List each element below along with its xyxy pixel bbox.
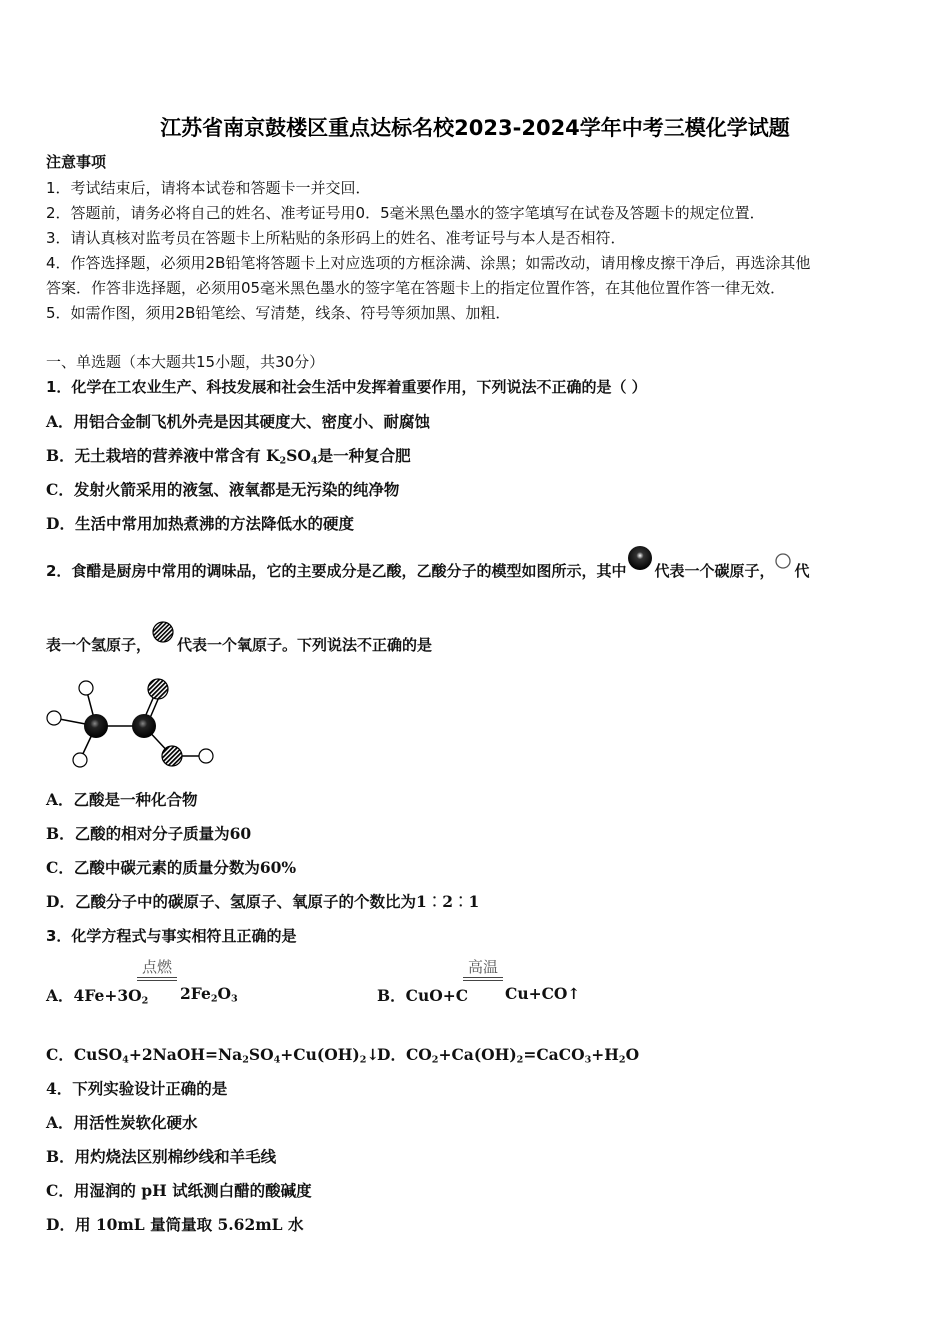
q3-stem: 3．化学方程式与事实相符且正确的是 — [46, 927, 297, 945]
option-label: C． — [46, 1045, 74, 1064]
note-item-2: 2．答题前，请务必将自己的姓名、准考证号用0．5毫米黑色墨水的签字笔填写在试卷及答题卡的规定位置． — [46, 204, 765, 222]
equation-text: ↓ — [366, 1045, 380, 1064]
subscript: 2 — [141, 995, 149, 1007]
double-line-icon — [137, 977, 177, 981]
q2-stem-text: 代 — [794, 562, 810, 580]
q1-stem: 1．化学在工农业生产、科技发展和社会生活中发挥着重要作用，下列说法不正确的是（ ） — [46, 378, 647, 396]
q4-option-a: A．用活性炭软化硬水 — [46, 1113, 198, 1132]
q4-option-c: C．用湿润的 pH 试纸测白醋的酸碱度 — [46, 1181, 312, 1200]
subscript: 2 — [279, 455, 287, 467]
option-label: B． — [377, 986, 406, 1005]
q3-option-c — [46, 1043, 379, 1065]
condition-text: 点燃 — [141, 958, 172, 976]
q2-stem-line1 — [46, 560, 809, 582]
q2-option-d: D．乙酸分子中的碳原子、氢原子、氧原子的个数比为1︰2︰1 — [46, 892, 480, 911]
subscript: 2 — [210, 993, 218, 1005]
q4-stem: 4．下列实验设计正确的是 — [46, 1079, 228, 1098]
equation-text: O — [217, 984, 232, 1003]
equation-text: CuSO — [73, 1045, 123, 1064]
subscript: 2 — [618, 1054, 626, 1066]
q1-option-b-text: 是一种复合肥 — [317, 446, 411, 465]
equation-text: +H — [591, 1045, 619, 1064]
subscript: 3 — [231, 993, 238, 1005]
equation-text: +2NaOH=Na — [128, 1045, 243, 1064]
subscript: 2 — [516, 1054, 524, 1066]
q3-option-a — [46, 984, 148, 1006]
note-item-4-cont: 答案．作答非选择题，必须用05毫米黑色墨水的签字笔在答题卡上的指定位置作答，在其他位置作答一律无效． — [46, 279, 786, 297]
section-heading: 一、单选题（本大题共15小题，共30分） — [46, 353, 325, 371]
subscript: 4 — [310, 455, 318, 467]
reaction-condition-high-temp — [463, 958, 503, 981]
q3-option-a-product — [180, 984, 238, 1003]
note-item-1: 1．考试结束后，请将本试卷和答题卡一并交回． — [46, 179, 371, 197]
equation-text: O — [625, 1045, 640, 1064]
subscript: 2 — [242, 1054, 249, 1066]
q3-option-b-product: Cu+CO↑ — [505, 984, 581, 1003]
equation-text: SO — [248, 1045, 274, 1064]
note-item-4: 4．作答选择题，必须用2B铅笔将答题卡上对应选项的方框涂满、涂黑；如需改动，请用橡皮擦干净后，再选涂其他 — [46, 254, 811, 272]
subscript: 2 — [431, 1054, 439, 1066]
q2-stem-text: 代表一个碳原子， — [654, 562, 775, 580]
q2-option-c: C．乙酸中碳元素的质量分数为60% — [46, 858, 297, 877]
equation-text: CuO+C — [405, 986, 469, 1005]
q2-stem-text: 代表一个氧原子。下列说法不正确的是 — [177, 636, 433, 654]
equation-text: 2Fe — [180, 984, 211, 1003]
q4-option-b: B．用灼烧法区别棉纱线和羊毛线 — [46, 1147, 277, 1166]
q2-stem-line2 — [46, 634, 432, 656]
hydrogen-atom-icon — [774, 562, 794, 582]
condition-text: 高温 — [467, 958, 498, 976]
option-label: D． — [377, 1045, 406, 1064]
q2-stem-text: 2．食醋是厨房中常用的调味品，它的主要成分是乙酸，乙酸分子的模型如图所示，其中 — [46, 562, 627, 580]
q3-option-d — [377, 1043, 639, 1065]
q1-option-c: C．发射火箭采用的液氢、液氧都是无污染的纯净物 — [46, 480, 400, 499]
q1-option-b-text: B．无土栽培的营养液中常含有 K — [46, 446, 280, 465]
subscript: 3 — [584, 1054, 592, 1066]
q2-option-b: B．乙酸的相对分子质量为60 — [46, 824, 252, 843]
q2-option-a: A．乙酸是一种化合物 — [46, 790, 198, 809]
q1-option-a: A．用铝合金制飞机外壳是因其硬度大、密度小、耐腐蚀 — [46, 412, 431, 431]
q1-option-d: D．生活中常用加热煮沸的方法降低水的硬度 — [46, 514, 354, 533]
q4-option-d: D．用 10mL 量筒量取 5.62mL 水 — [46, 1215, 304, 1234]
q3-option-b — [377, 984, 468, 1006]
equation-text: CO — [405, 1045, 432, 1064]
page-title: 江苏省南京鼓楼区重点达标名校2023-2024学年中考三模化学试题 — [160, 116, 790, 140]
equation-text: +Ca(OH) — [438, 1045, 517, 1064]
carbon-atom-icon — [626, 562, 654, 582]
note-item-3: 3．请认真核对监考员在答题卡上所粘贴的条形码上的姓名、准考证号与本人是否相符． — [46, 229, 626, 247]
equation-text: +Cu(OH) — [280, 1045, 360, 1064]
acetic-acid-molecule-diagram — [44, 676, 224, 780]
oxygen-atom-icon — [151, 636, 177, 656]
q1-option-b — [46, 444, 411, 466]
subscript: 4 — [122, 1054, 129, 1066]
notes-heading: 注意事项 — [46, 153, 107, 171]
double-line-icon — [463, 977, 503, 981]
equation-text: =CaCO — [523, 1045, 585, 1064]
subscript: 2 — [359, 1054, 367, 1066]
note-item-5: 5．如需作图，须用2B铅笔绘、写清楚，线条、符号等须加黑、加粗． — [46, 304, 511, 322]
q2-stem-text: 表一个氢原子， — [46, 636, 152, 654]
subscript: 4 — [273, 1054, 281, 1066]
q1-option-b-text: SO — [286, 446, 311, 465]
option-label: A． — [46, 986, 74, 1005]
reaction-condition-ignite — [137, 958, 177, 981]
equation-text: 4Fe+3O — [73, 986, 142, 1005]
